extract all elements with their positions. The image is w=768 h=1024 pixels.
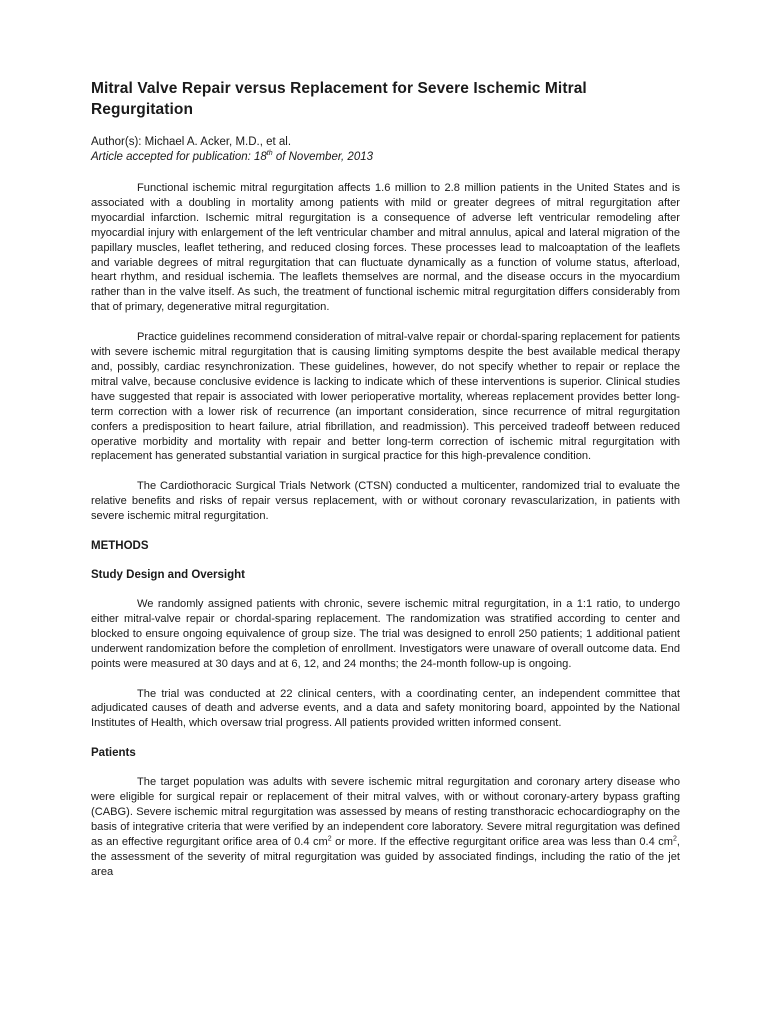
paragraph-study-design-1: We randomly assigned patients with chronic, severe ischemic mitral regurgitation, in a 1:1 ratio, to undergo either mitral-valve repair or chordal-sparing replacement. The randomization was stratified according to center and blocked to ensure ongoing equivalence of group size. The trial was designed to enroll 250 patients; 1 additional patient underwent randomization before the completion of enrollment. Investigators were unaware of overall outcome data. End points were measured at 30 days and at 6, 12, and 24 months; the 24-month follow-up is ongoing. [91, 598, 680, 670]
accepted-ordinal: th [266, 150, 273, 158]
patients-text-part-1: The target population was adults with severe ischemic mitral regurgitation and coronary artery disease who were eligible for surgical repair or replacement of their mitral valves, with or without coronary-artery bypass grafting (CABG). Severe ischemic mitral regurgitation was assessed by means of resting transthoracic echocardiography on the basis of integrative criteria that were verified by an independent core laboratory. Severe mitral regurgitation was defined as an effective regurgitant orifice area of 0.4 cm [91, 776, 680, 848]
paragraph-patients-1 [91, 775, 680, 879]
article-title: Mitral Valve Repair versus Replacement for Severe Ischemic Mitral Regurgitation [91, 80, 587, 118]
subsection-heading-study-design: Study Design and Oversight [91, 569, 245, 582]
paragraph-study-design-2: The trial was conducted at 22 clinical centers, with a coordinating center, an independent committee that adjudicated causes of death and adverse events, and a data and safety monitoring board, appointed by the National Institutes of Health, which oversaw trial progress. All patients provided written informed consent. [91, 687, 680, 730]
accepted-prefix: Article accepted for publication: 18 [91, 151, 267, 163]
patients-text-part-2: or more. If the effective regurgitant orifice area was less than 0.4 cm [331, 835, 673, 848]
paragraph-intro-1: Functional ischemic mitral regurgitation affects 1.6 million to 2.8 million patients in the United States and is associated with a doubling in mortality among patients with mild or greater degrees of mitral regurgitation after myocardial infarction. Ischemic mitral regurgitation is a consequence of adverse left ventricular remodeling after myocardial injury with enlargement of the left ventricular chamber and mitral annulus, apical and lateral migration of the papillary muscles, leaflet tethering, and reduced closing forces. These processes lead to malcoaptation of the leaflets and variable degrees of mitral regurgitation that can fluctuate dynamically as a function of volume status, afterload, heart rhythm, and residual ischemia. The leaflets themselves are normal, and the disease occurs in the myocardium rather than in the valve itself. As such, the treatment of functional ischemic mitral regurgitation differs considerably from that of primary, degenerative mitral regurgitation. [91, 182, 680, 314]
paragraph-intro-3: The Cardiothoracic Surgical Trials Network (CTSN) conducted a multicenter, randomized trial to evaluate the relative benefits and risks of repair versus replacement, with or without coronary revascularization, in patients with severe ischemic mitral regurgitation. [91, 480, 680, 523]
article-authors: Author(s): Michael A. Acker, M.D., et al. [91, 136, 292, 148]
paragraph-intro-2: Practice guidelines recommend consideration of mitral-valve repair or chordal-sparing replacement for patients with severe ischemic mitral regurgitation that is causing limiting symptoms despite the best available medical therapy and, possibly, cardiac resynchronization. These guidelines, however, do not specify whether to repair or replace the mitral valve, because conclusive evidence is lacking to indicate which of these interventions is superior. Clinical studies have suggested that repair is associated with lower perioperative mortality, whereas replacement provides better long-term correction with a lower risk of recurrence (an important consideration, since recurrence of mitral regurgitation confers a predisposition to heart failure, atrial fibrillation, and readmission). This perceived tradeoff between reduced operative morbidity and mortality with repair and better long-term correction of ischemic mitral regurgitation with replacement has generated substantial variation in surgical practice for this high-prevalence condition. [91, 331, 680, 463]
superscript-squared: 2 [327, 835, 332, 843]
article-accepted-date [91, 150, 680, 165]
subsection-heading-patients: Patients [91, 747, 136, 760]
patients-text-part-3: , the assessment of the severity of mitral regurgitation was guided by associated findings, including the ratio of the jet area [91, 835, 680, 878]
accepted-suffix: of November, 2013 [272, 151, 374, 163]
superscript-squared: 2 [673, 835, 677, 843]
section-heading-methods: METHODS [91, 540, 149, 553]
